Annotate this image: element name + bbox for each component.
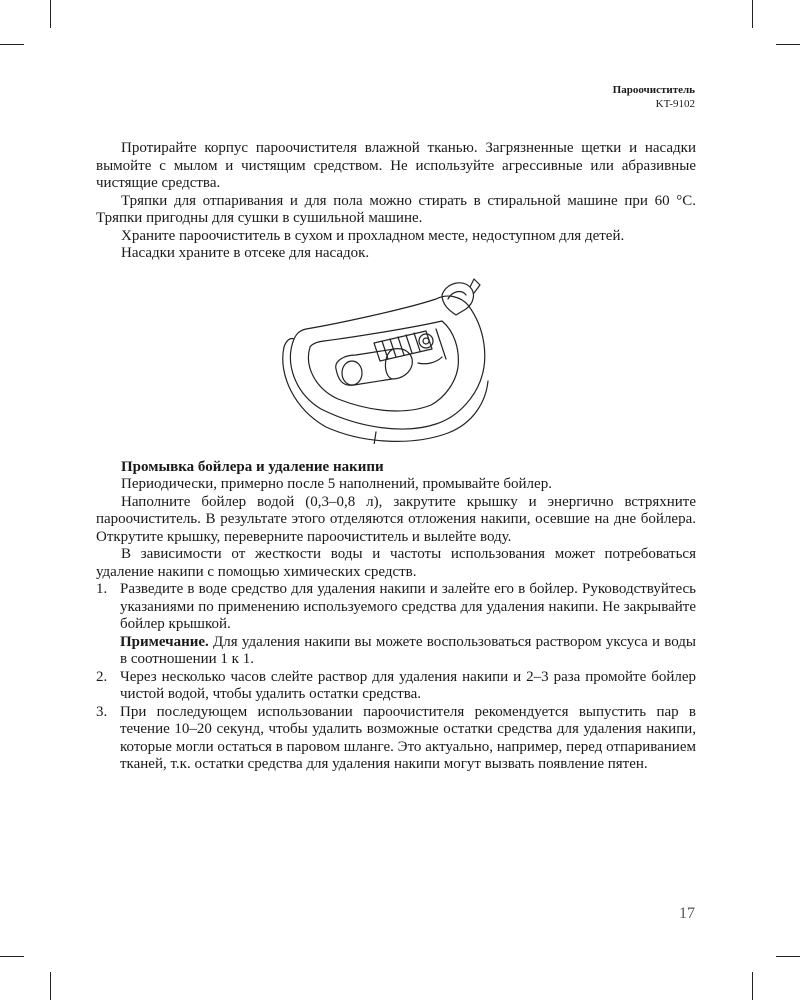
crop-mark [752,972,753,1000]
intro-paragraph: Насадки храните в отсеке для насадок. [121,245,370,261]
intro-paragraph: Храните пароочиститель в сухом и прохладном месте, недоступном для детей. [121,227,625,244]
running-header [613,83,695,111]
step-text: Через несколько часов слейте раствор для удаления накипи и 2–3 раза промойте бойлер чистой водой, чтобы удалить остатки средства. [120,668,696,702]
note-text: Для удаления накипи вы можете воспользоваться раствором уксуса и воды в соотношении 1 к 1. [120,633,696,667]
list-item [96,669,696,704]
note-label: Примечание. [120,633,209,650]
crop-mark [50,972,51,1000]
step-number: 1. [96,581,108,597]
crop-mark [0,956,24,957]
list-item [96,704,696,774]
crop-mark [752,0,753,28]
steam-cleaner-storage-drawing [276,269,516,444]
step-text: Разведите в воде средство для удаления накипи и залейте его в бойлер. Руководствуйтесь указаниями по применению используемого средства для удаления накипи. Не закрывайте бойлер крышкой. [120,581,696,632]
page-content [96,140,696,774]
step-text: При последующем использовании пароочистителя рекомендуется выпустить пар в течение 10–20 секунд, чтобы удалить возможные остатки средства для удаления накипи, которые могли остаться в паровом шланге. Это актуально, например, перед отпариванием тканей, т.к. остатки средства для удаления накипи могут вызвать появление пятен. [120,703,696,772]
crop-mark [50,0,51,28]
crop-mark [776,956,800,957]
page-number: 17 [679,905,695,922]
descaling-steps-list [96,581,696,774]
step-number: 3. [96,703,108,720]
section-paragraph: Периодически, примерно после 5 наполнений, промывайте бойлер. [121,476,552,492]
section-paragraph: Наполните бойлер водой (0,3–0,8 л), закрутите крышку и энергично встряхните пароочиститель. В результате этого отделяются отложения накипи, осевшие на дне бойлера. Открутите крышку, переверните пароочиститель и вылейте воду. [96,493,696,545]
list-item [96,581,696,669]
section-paragraph: В зависимости от жесткости воды и частоты использования может потребоваться удаление накипи с помощью химических средств. [96,546,696,580]
header-title: Пароочиститель [612,84,695,96]
header-model: KT-9102 [655,98,695,110]
accessory-storage-illustration [96,269,696,447]
step-number: 2. [96,668,108,685]
intro-paragraph: Протирайте корпус пароочистителя влажной тканью. Загрязненные щетки и насадки вымойте с мылом и чистящим средством. Не используйте агрессивные или абразивные чистящие средства. [96,140,696,191]
crop-mark [0,44,24,45]
step-note [120,634,696,669]
crop-mark [776,44,800,45]
section-heading: Промывка бойлера и удаление накипи [121,458,384,475]
intro-paragraph: Тряпки для отпаривания и для пола можно стирать в стиральной машине при 60 °C. Тряпки пригодны для сушки в сушильной машине. [96,192,696,226]
